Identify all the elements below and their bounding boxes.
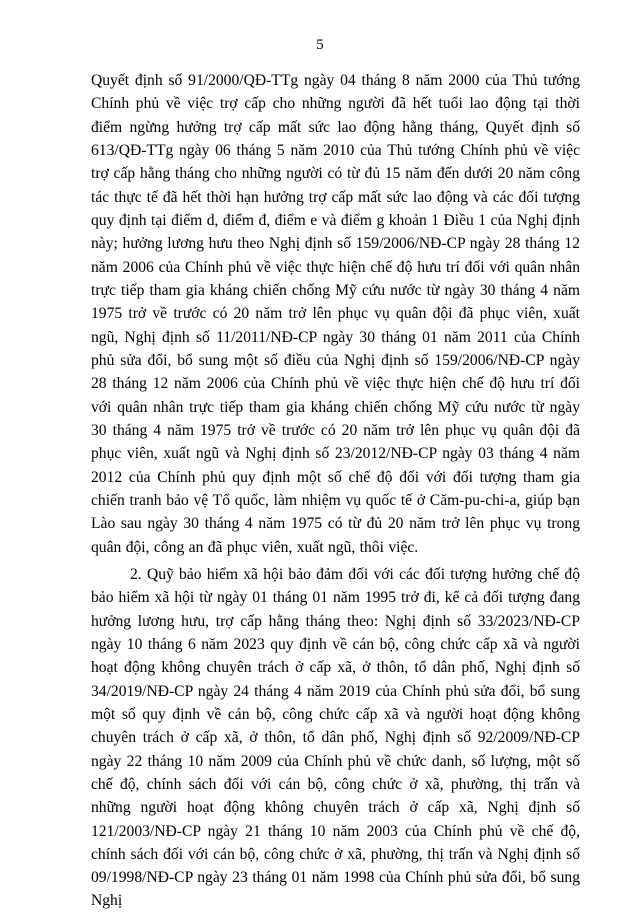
page-number: 5: [316, 37, 324, 53]
paragraph-item-2: 2. Quỹ bảo hiểm xã hội bảo đảm đối với các đối tượng hưởng chế độ bảo hiểm xã hội từ ngày 01 tháng 01 năm 1995 trở đi, kể cả đối tượng đang hưởng lương hưu, trợ cấp hằng tháng theo: Nghị định số 33/2023/NĐ-CP ngày 10 tháng 6 năm 2023 quy định về cán bộ, công chức cấp xã và người hoạt động không chuyên trách ở cấp xã, ở thôn, tổ dân phố, Nghị định số 34/2019/NĐ-CP ngày 24 tháng 4 năm 2019 của Chính phủ sửa đổi, bổ sung một số quy định về cán bộ, công chức cấp xã và người hoạt động không chuyên trách ở cấp xã, ở thôn, tổ dân phố, Nghị định số 92/2009/NĐ-CP ngày 22 tháng 10 năm 2009 của Chính phủ về chức danh, số lượng, một số chế độ, chính sách đối với cán bộ, công chức ở xã, phường, thị trấn và những người hoạt động không chuyên trách ở cấp xã, Nghị định số 121/2003/NĐ-CP ngày 21 tháng 10 năm 2003 của Chính phủ về chế độ, chính sách đối với cán bộ, công chức ở xã, phường, thị trấn và Nghị định số 09/1998/NĐ-CP ngày 23 tháng 01 năm 1998 của Chính phủ sửa đổi, bổ sung Nghị: [91, 565, 580, 910]
document-body: [91, 69, 580, 913]
paragraph-continuation: Quyết định số 91/2000/QĐ-TTg ngày 04 tháng 8 năm 2000 của Thủ tướng Chính phủ về việc trợ cấp cho những người đã hết tuổi lao động tại thời điểm ngừng hưởng trợ cấp mất sức lao động hằng tháng, Quyết định số 613/QĐ-TTg ngày 06 tháng 5 năm 2010 của Thủ tướng Chính phủ về việc trợ cấp hằng tháng cho những người có từ đủ 15 năm đến dưới 20 năm công tác thực tế đã hết thời hạn hưởng trợ cấp mất sức lao động và các đối tượng quy định tại điểm d, điểm đ, điểm e và điểm g khoản 1 Điều 1 của Nghị định này; hưởng lương hưu theo Nghị định số 159/2006/NĐ-CP ngày 28 tháng 12 năm 2006 của Chính phủ về việc thực hiện chế độ hưu trí đối với quân nhân trực tiếp tham gia kháng chiến chống Mỹ cứu nước từ ngày 30 tháng 4 năm 1975 trở về trước có 20 năm trở lên phục vụ quân đội đã phục viên, xuất ngũ, Nghị định số 11/2011/NĐ-CP ngày 30 tháng 01 năm 2011 của Chính phủ sửa đổi, bổ sung một số điều của Nghị định số 159/2006/NĐ-CP ngày 28 tháng 12 năm 2006 của Chính phủ về việc thực hiện chế độ hưu trí đối với quân nhân trực tiếp tham gia kháng chiến chống Mỹ cứu nước từ ngày 30 tháng 4 năm 1975 trở về trước có 20 năm trở lên phục vụ quân đội đã phục viên, xuất ngũ và Nghị định số 23/2012/NĐ-CP ngày 03 tháng 4 năm 2012 của Chính phủ quy định một số chế độ đối với đối tượng tham gia chiến tranh bảo vệ Tổ quốc, làm nhiệm vụ quốc tế ở Căm-pu-chi-a, giúp bạn Lào sau ngày 30 tháng 4 năm 1975 có từ đủ 20 năm trở lên phục vụ trong quân đội, công an đã phục viên, xuất ngũ, thôi việc.: [91, 72, 580, 556]
